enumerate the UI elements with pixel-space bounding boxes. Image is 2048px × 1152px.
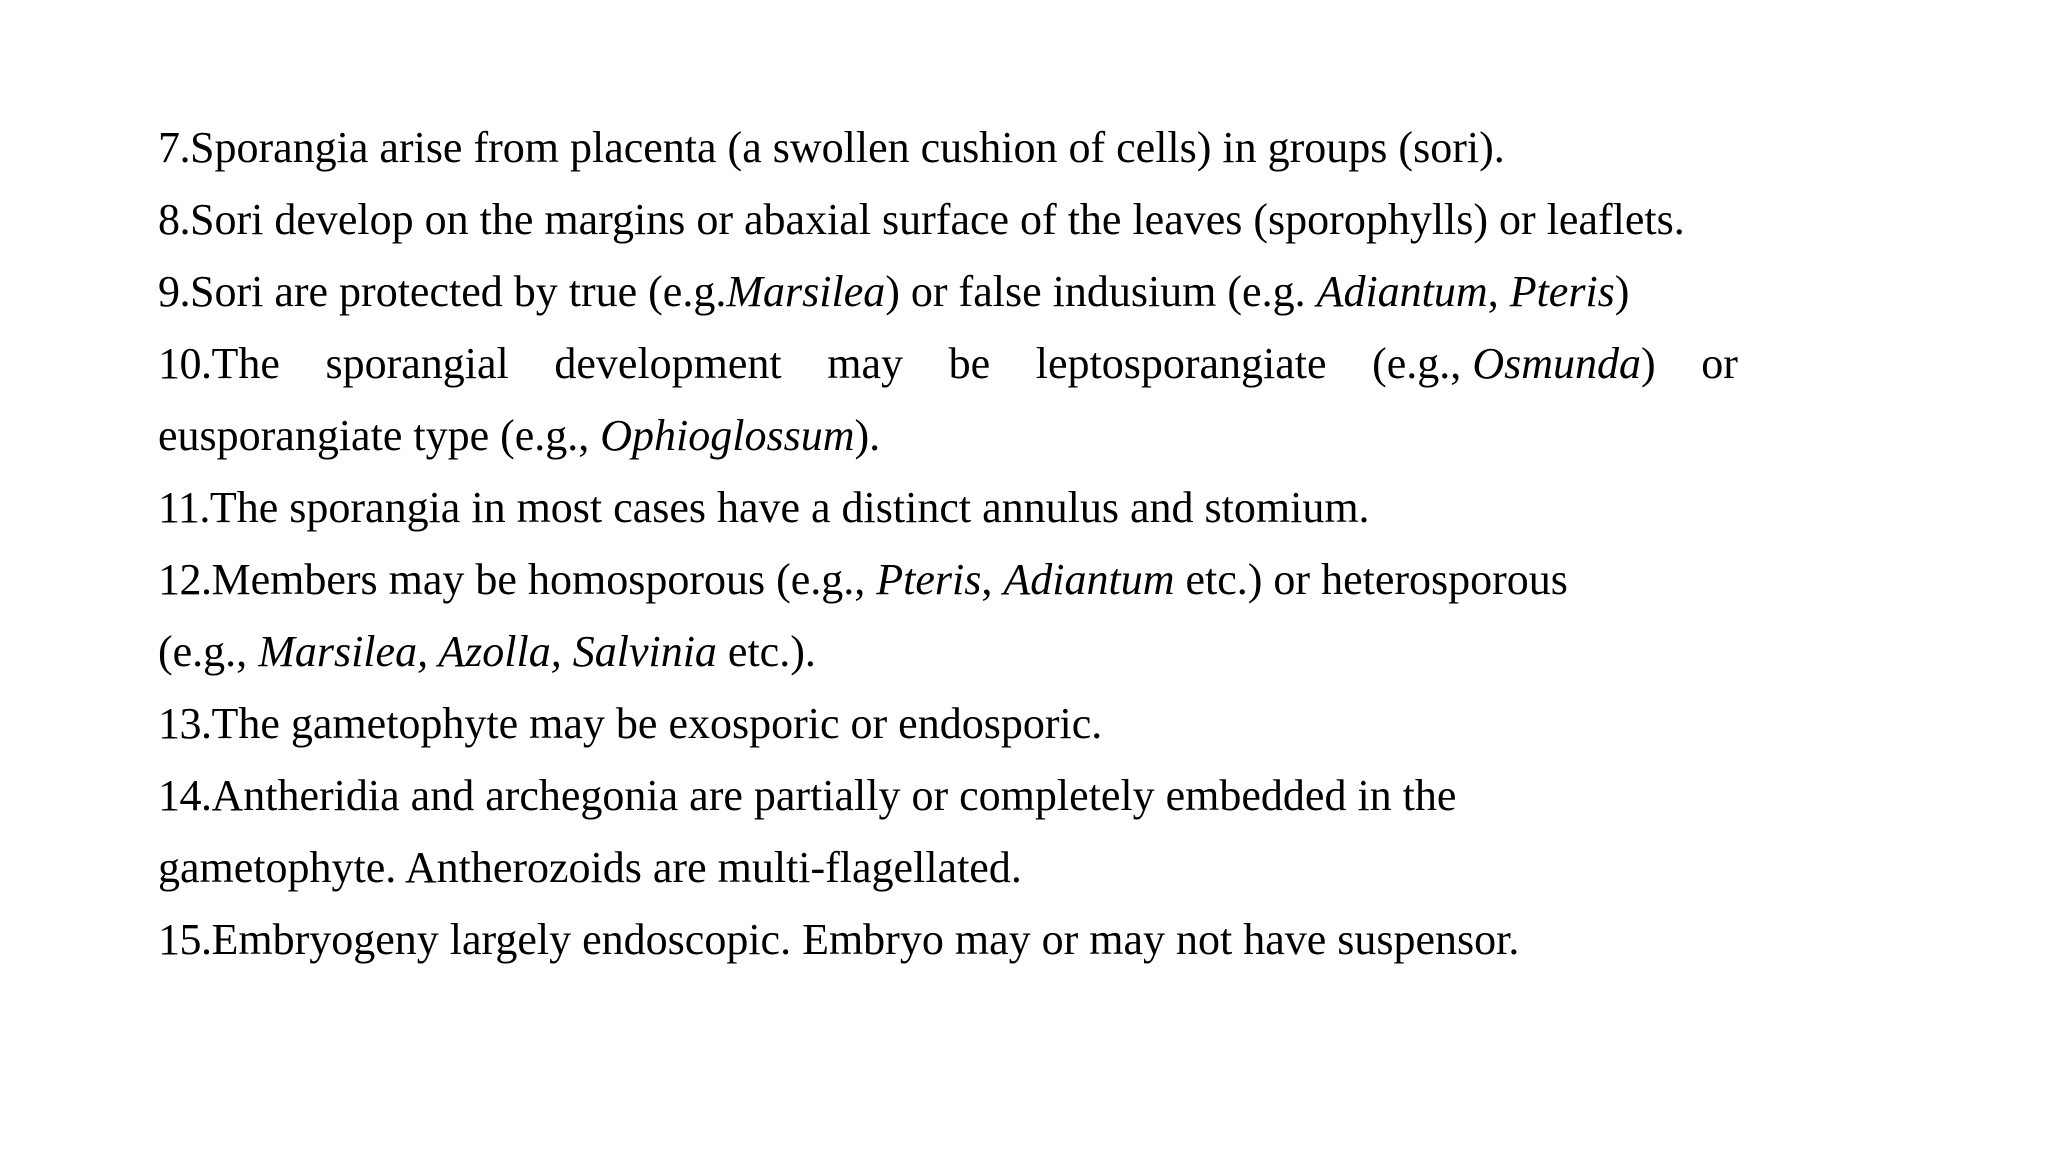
list-item-12 <box>158 544 1918 616</box>
species-name: Ophioglossum <box>600 411 855 460</box>
item-text: Sori develop on the margins or abaxial surface of the leaves (sporophylls) or leaflets. <box>190 195 1685 244</box>
item-text: The gametophyte may be exosporic or endosporic. <box>211 699 1103 748</box>
item-word <box>158 328 280 400</box>
item-text: Antheridia and archegonia are partially or completely embedded in the <box>211 771 1457 820</box>
list-item-12-continued <box>158 616 1918 688</box>
item-word: leptosporangiate <box>1035 339 1327 388</box>
item-text: etc.) or heterosporous <box>1174 555 1568 604</box>
item-number: 10. <box>158 339 212 388</box>
species-name: Marsilea, Azolla, Salvinia <box>258 627 717 676</box>
species-name: Marsilea <box>726 267 886 316</box>
item-text: Sporangia arise from placenta (a swollen cushion of cells) in groups (sori). <box>190 123 1505 172</box>
item-text: ) or false indusium (e.g. <box>885 267 1317 316</box>
item-word: sporangial <box>325 339 509 388</box>
item-text: Members may be homosporous (e.g., <box>211 555 877 604</box>
item-text: gametophyte. Antherozoids are multi-flagellated. <box>158 843 1022 892</box>
text-body <box>158 112 1918 976</box>
list-item-11 <box>158 472 1918 544</box>
list-item-10-continued <box>158 400 1918 472</box>
item-text: (e.g., <box>158 627 259 676</box>
list-item-9 <box>158 256 1918 328</box>
item-number: 12. <box>158 555 212 604</box>
item-text: The <box>211 339 280 388</box>
item-number: 15. <box>158 915 212 964</box>
item-word: or <box>1701 339 1738 388</box>
item-text: eusporangiate type (e.g., <box>158 411 601 460</box>
item-text: The sporangia in most cases have a distinct annulus and stomium. <box>209 483 1370 532</box>
item-text: , <box>1487 267 1510 316</box>
item-number: 14. <box>158 771 212 820</box>
item-text: ) <box>1641 339 1656 388</box>
item-text: (e.g., <box>1372 339 1473 388</box>
list-item-13 <box>158 688 1918 760</box>
list-item-8 <box>158 184 1918 256</box>
species-name: Pteris <box>876 555 982 604</box>
item-text: Embryogeny largely endoscopic. Embryo may or may not have suspensor. <box>211 915 1520 964</box>
list-item-10 <box>158 328 1738 400</box>
item-text: Sori are protected by true (e.g. <box>190 267 727 316</box>
item-number: 9. <box>158 267 190 316</box>
item-text: , <box>981 555 1004 604</box>
species-name: Adiantum <box>1003 555 1175 604</box>
list-item-15 <box>158 904 1918 976</box>
list-item-7 <box>158 112 1918 184</box>
item-number: 7. <box>158 123 190 172</box>
species-name: Adiantum <box>1316 267 1488 316</box>
list-item-14 <box>158 760 1918 832</box>
item-word: be <box>948 339 991 388</box>
item-text: ). <box>854 411 881 460</box>
item-number: 8. <box>158 195 190 244</box>
item-number: 11. <box>158 483 210 532</box>
species-name: Osmunda <box>1472 339 1641 388</box>
list-item-14-continued <box>158 832 1918 904</box>
item-word: may <box>827 339 904 388</box>
species-name: Pteris <box>1509 267 1615 316</box>
item-number: 13. <box>158 699 212 748</box>
item-text: etc.). <box>716 627 816 676</box>
item-word: development <box>554 339 782 388</box>
item-word <box>1372 328 1656 400</box>
item-text: ) <box>1614 267 1630 316</box>
